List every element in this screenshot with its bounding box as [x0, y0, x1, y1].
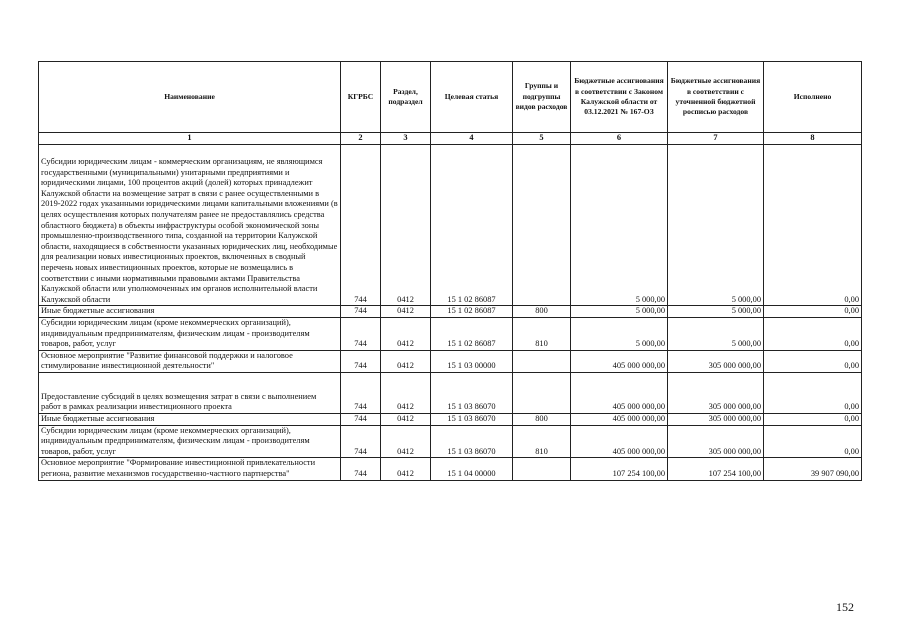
- header-section: Раздел, подраздел: [381, 62, 431, 133]
- header-law: Бюджетные ассигнования в соответствии с Законом Калужской области от 03.12.2021 № 167-ОЗ: [571, 62, 668, 133]
- row-section: 0412: [381, 458, 431, 480]
- table-row: [39, 145, 862, 306]
- row-target: 15 1 02 86087: [431, 145, 513, 306]
- row-done-amount: 39 907 090,00: [764, 458, 862, 480]
- row-kgrbs: 744: [341, 306, 381, 318]
- header-kgrbs: КГРБС: [341, 62, 381, 133]
- row-group: 800: [513, 306, 571, 318]
- row-law-amount: 5 000,00: [571, 145, 668, 306]
- page-number: 152: [836, 600, 854, 614]
- header-group: Группы и подгруппы видов расходов: [513, 62, 571, 133]
- row-name: Субсидии юридическим лицам (кроме некоммерческих организаций), индивидуальным предпринимателям, физическим лицам - производителям товаров, работ, услуг: [39, 425, 341, 458]
- row-name: Основное мероприятие "Формирование инвестиционной привлекательности региона, развитие механизмов государственно-частного партнерства": [39, 458, 341, 480]
- row-law-amount: 405 000 000,00: [571, 372, 668, 413]
- row-refined-amount: 107 254 100,00: [668, 458, 764, 480]
- row-refined-amount: 305 000 000,00: [668, 414, 764, 426]
- row-group: [513, 145, 571, 306]
- row-kgrbs: 744: [341, 458, 381, 480]
- table-row: [39, 350, 862, 372]
- row-name: Иные бюджетные ассигнования: [39, 414, 341, 426]
- row-law-amount: 107 254 100,00: [571, 458, 668, 480]
- column-number: 6: [571, 133, 668, 145]
- row-law-amount: 405 000 000,00: [571, 414, 668, 426]
- column-number: 8: [764, 133, 862, 145]
- budget-table: [38, 61, 862, 481]
- column-number: 3: [381, 133, 431, 145]
- row-group: [513, 458, 571, 480]
- row-kgrbs: 744: [341, 425, 381, 458]
- row-done-amount: 0,00: [764, 425, 862, 458]
- header-name: Наименование: [39, 62, 341, 133]
- row-done-amount: 0,00: [764, 350, 862, 372]
- row-section: 0412: [381, 350, 431, 372]
- row-refined-amount: 5 000,00: [668, 317, 764, 350]
- row-target: 15 1 02 86087: [431, 317, 513, 350]
- row-done-amount: 0,00: [764, 145, 862, 306]
- row-name: Субсидии юридическим лицам - коммерческим организациям, не являющимся государственными (муниципальными) унитарными предприятиями и юридическими лицами, 100 процентов акций (долей) которых принадлежит Калужской области на возмещение затрат в связи с ранее осуществленными в 2019-2022 годах указанными юридическими лицами капитальными вложениями (в целях осуществления которых получателям ранее не предоставлялись средства областного бюджета) в объекты инфраструктуры особой экономической зоны промышленно-производственного типа, созданной на территории Калужской области, находящиеся в собственности указанных юридических лиц, необходимые для реализации новых инвестиционных проектов, включенных в сводный перечень новых инвестиционных проектов, которые не возмещались в соответствии с иными нормативными правовыми актами Правительства Калужской области или уполномоченных им органов исполнительной власти Калужской области: [39, 145, 341, 306]
- column-number: 7: [668, 133, 764, 145]
- row-law-amount: 405 000 000,00: [571, 350, 668, 372]
- row-target: 15 1 03 86070: [431, 414, 513, 426]
- column-number: 5: [513, 133, 571, 145]
- row-section: 0412: [381, 306, 431, 318]
- table-row: [39, 372, 862, 413]
- row-law-amount: 405 000 000,00: [571, 425, 668, 458]
- row-refined-amount: 305 000 000,00: [668, 350, 764, 372]
- row-kgrbs: 744: [341, 145, 381, 306]
- row-section: 0412: [381, 414, 431, 426]
- row-target: 15 1 02 86087: [431, 306, 513, 318]
- table-row: [39, 306, 862, 318]
- row-done-amount: 0,00: [764, 372, 862, 413]
- row-kgrbs: 744: [341, 350, 381, 372]
- row-group: [513, 372, 571, 413]
- table-header-row: [39, 62, 862, 133]
- column-number: 4: [431, 133, 513, 145]
- column-number: 2: [341, 133, 381, 145]
- row-kgrbs: 744: [341, 317, 381, 350]
- row-done-amount: 0,00: [764, 317, 862, 350]
- row-done-amount: 0,00: [764, 414, 862, 426]
- table-row: [39, 425, 862, 458]
- table-row: [39, 414, 862, 426]
- row-group: 810: [513, 317, 571, 350]
- row-section: 0412: [381, 317, 431, 350]
- row-law-amount: 5 000,00: [571, 317, 668, 350]
- row-refined-amount: 305 000 000,00: [668, 372, 764, 413]
- row-kgrbs: 744: [341, 372, 381, 413]
- row-refined-amount: 5 000,00: [668, 145, 764, 306]
- row-section: 0412: [381, 145, 431, 306]
- row-group: 800: [513, 414, 571, 426]
- row-name: Иные бюджетные ассигнования: [39, 306, 341, 318]
- row-section: 0412: [381, 425, 431, 458]
- column-number-row: [39, 133, 862, 145]
- table-row: [39, 458, 862, 480]
- row-refined-amount: 305 000 000,00: [668, 425, 764, 458]
- row-name: Предоставление субсидий в целях возмещения затрат в связи с выполнением работ в рамках реализации инвестиционного проекта: [39, 372, 341, 413]
- column-number: 1: [39, 133, 341, 145]
- row-done-amount: 0,00: [764, 306, 862, 318]
- row-section: 0412: [381, 372, 431, 413]
- row-name: Основное мероприятие "Развитие финансовой поддержки и налоговое стимулирование инвестиционной деятельности": [39, 350, 341, 372]
- row-group: [513, 350, 571, 372]
- row-kgrbs: 744: [341, 414, 381, 426]
- row-name: Субсидии юридическим лицам (кроме некоммерческих организаций), индивидуальным предпринимателям, физическим лицам - производителям товаров, работ, услуг: [39, 317, 341, 350]
- table-row: [39, 317, 862, 350]
- header-done: Исполнено: [764, 62, 862, 133]
- row-target: 15 1 03 86070: [431, 425, 513, 458]
- header-target: Целевая статья: [431, 62, 513, 133]
- row-target: 15 1 03 86070: [431, 372, 513, 413]
- row-target: 15 1 03 00000: [431, 350, 513, 372]
- row-target: 15 1 04 00000: [431, 458, 513, 480]
- header-refined: Бюджетные ассигнования в соответствии с уточненной бюджетной росписью расходов: [668, 62, 764, 133]
- row-refined-amount: 5 000,00: [668, 306, 764, 318]
- row-law-amount: 5 000,00: [571, 306, 668, 318]
- row-group: 810: [513, 425, 571, 458]
